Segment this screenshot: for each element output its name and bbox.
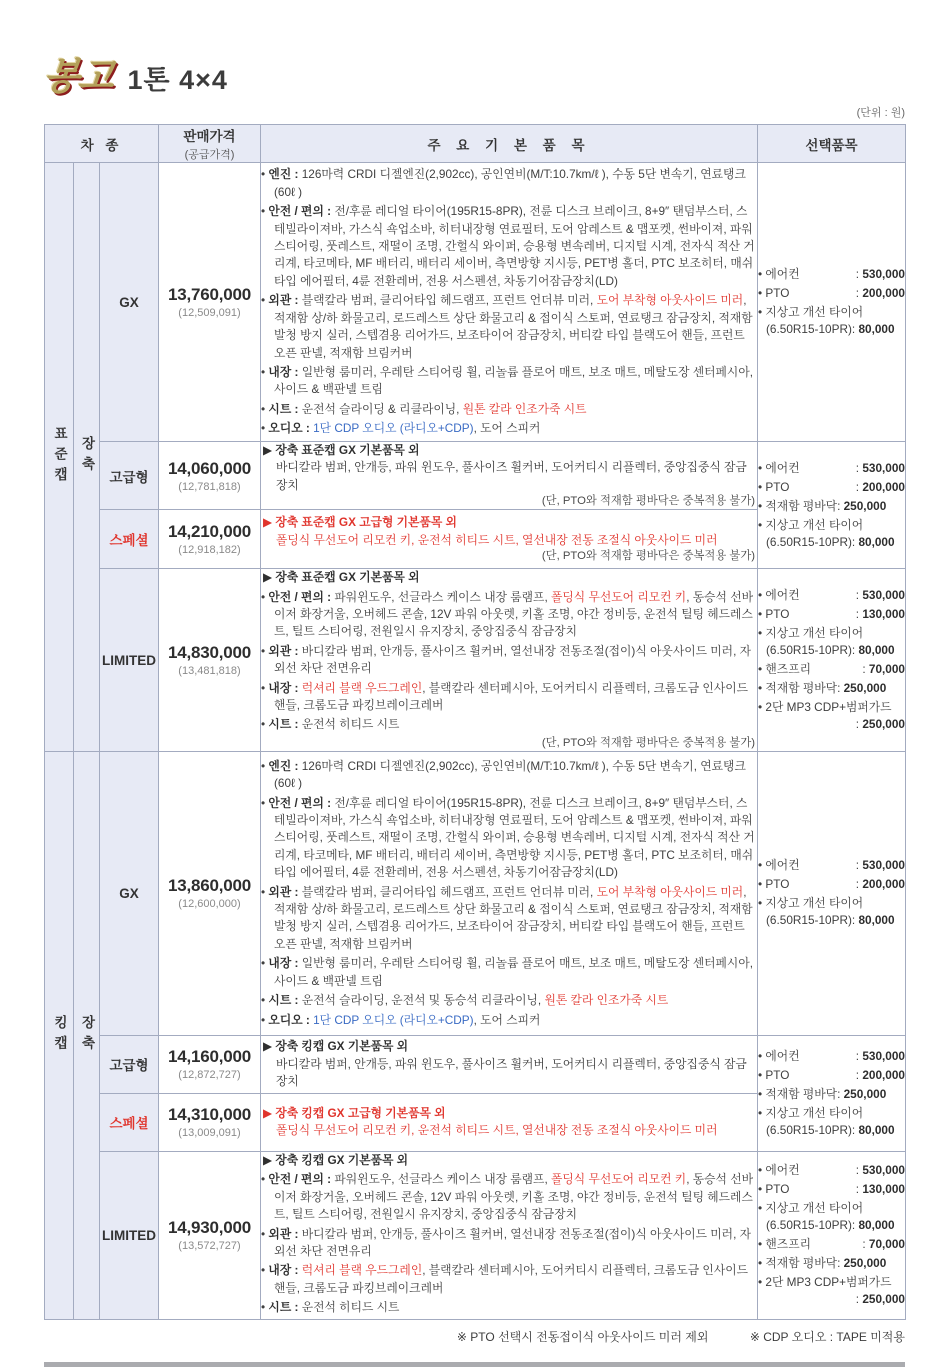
supply-price: (13,572,727) — [178, 1240, 241, 1253]
price-cell-std-deluxe — [159, 442, 261, 510]
option-price: 80,000 — [858, 1122, 895, 1137]
col-header-options: 선택품목 — [758, 125, 906, 163]
option-price: 80,000 — [858, 1218, 895, 1233]
basic-items-std-gx — [261, 163, 758, 442]
row-king-deluxe — [45, 1035, 906, 1093]
option-name: • 지상고 개선 타이어 — [758, 896, 864, 911]
basic-items-king-deluxe: ▶ 장축 킹캡 GX 기본품목 외 바디칼라 범퍼, 안개등, 파워 윈도우, 풀사이즈 휠커버, 도어커티시 리플렉터, 중앙집중식 잠금장치 — [261, 1035, 758, 1093]
supply-price: (12,600,000) — [178, 898, 241, 911]
option-item: • 지상고 개선 타이어 (6.50R15-10PR): 80,000 — [758, 517, 895, 549]
cab-label-std: 표준캡 — [45, 163, 74, 752]
trim-name-deluxe: 고급형 — [100, 442, 159, 510]
trim-name-limited: LIMITED — [100, 569, 159, 752]
option-price: 250,000 — [862, 717, 905, 732]
sale-price: 14,060,000 — [167, 458, 252, 478]
option-item — [758, 1256, 905, 1271]
options-std-mid — [758, 442, 906, 569]
option-item: • 지상고 개선 타이어 (6.50R15-10PR): 80,000 — [758, 1201, 895, 1233]
topbar — [41, 46, 905, 120]
trim-name-special: 스페셜 — [100, 510, 159, 569]
basic-item-line: • 오디오 : 1단 CDP 오디오 (라디오+CDP), 도어 스피커 — [261, 421, 541, 436]
sale-price: 14,160,000 — [167, 1047, 252, 1067]
price-cell-std-special — [159, 510, 261, 569]
option-item: • 2단 MP3 CDP+범퍼가드 : 250,000 — [758, 700, 905, 732]
option-item: • 지상고 개선 타이어 (6.50R15-10PR): 80,000 — [758, 1105, 895, 1137]
sale-price: 13,860,000 — [167, 876, 252, 896]
basic-item-line: • 시트 : 운전석 슬라이딩 & 리클라이닝, 원톤 칼라 인조가죽 시트 — [261, 401, 587, 416]
option-name: • 지상고 개선 타이어 — [758, 517, 864, 532]
price-cell-king-gx — [159, 751, 261, 1035]
restriction-note: (단, PTO와 적재함 평바닥은 중복적용 불가) — [541, 495, 755, 508]
basic-item-line: • 내장 : 럭셔리 블랙 우드그레인, 블랙칼라 센터페시아, 도어커티시 리플렉터, 크롬도금 인사이드 핸들, 크롬도금 파킹브레이크레버 — [261, 680, 749, 713]
restriction-note: (단, PTO와 적재함 평바닥은 중복적용 불가) — [541, 550, 755, 563]
option-item — [758, 588, 905, 603]
option-name: • PTO — [758, 286, 790, 300]
option-item — [758, 1049, 905, 1064]
option-name: • 지상고 개선 타이어 — [758, 305, 864, 319]
option-name: • 에어컨 — [758, 1163, 800, 1178]
basic-items-king-limited: ▶ 장축 킹캡 GX 기본품목 외 • 안전 / 편의 : 파워윈도우, 선글라스 케이스 내장 룸램프, 폴딩식 무선도어 리모컨 키, 동승석 선바이저 화장거울, 오버헤드 콘솔, 12V 파워 아웃렛, 키홀 조명, 야간 정비등, 운전석 틸팅 헤드레스트, 틸트 스티어링, 전원일시 유지장치, 중앙집중식 잠금장치 • 외관 : 바디칼라 범퍼, 안개등, 풀사이즈 휠커버, 열선내장 전동조절(접이)식 아웃사이드 미러, 자외선 차단 전면유리 • 내장 : 럭셔리 블랙 우드그레인, 블랙칼라 센터페시아, 도어커티시 리플렉터, 크롬도금 인사이드 핸들, 크롬도금 파킹브레이크레버 • 시트 : 운전석 히티드 시트 — [261, 1151, 758, 1319]
option-name: • PTO — [758, 1182, 790, 1197]
basic-item-line: • 안전 / 편의 : 전/후륜 레디얼 타이어(195R15-8PR), 전륜 디스크 브레이크, 8+9″ 탠덤부스터, 스테빌라이져바, 가스식 쇽업소바, 히터내장형 연료필터, 도어 암레스트 & 맵포켓, 썬바이져, 파워 스티어링, 풋레스트, 재떨이 조명, 간헐식 와이퍼, 승용형 변속레버, 디지털 시계, 전자식 적산 거리계, 타코메타, MF 배터리, 배터리 세이버, 측면방향 지시등, PET병 홀더, PTC 보조히터, 매쉬타입 에어필터, 4륜 전환레버, 전용 서스펜션, 차동기어잠금장치(LD) — [261, 204, 755, 288]
basic-item-line: • 내장 : 럭셔리 블랙 우드그레인, 블랙칼라 센터페시아, 도어커티시 리플렉터, 크롬도금 인사이드 핸들, 크롬도금 파킹브레이크레버 — [261, 1263, 749, 1295]
option-name: • PTO — [758, 607, 790, 622]
footnote-pto: ※ PTO 선택시 전동접이식 아웃사이드 미러 제외 — [456, 1329, 709, 1344]
footnote-cdp: ※ CDP 오디오 : TAPE 미적용 — [749, 1329, 905, 1344]
option-price: : 530,000 — [855, 588, 905, 603]
row-king-limited — [45, 1151, 906, 1319]
option-item — [758, 858, 905, 873]
sale-price: 14,310,000 — [167, 1105, 252, 1125]
basic-item-line: • 안전 / 편의 : 파워윈도우, 선글라스 케이스 내장 룸램프, 폴딩식 무선도어 리모컨 키, 동승석 선바이저 화장거울, 오버헤드 콘솔, 12V 파워 아웃렛, 키홀 조명, 야간 정비등, 운전석 틸팅 헤드레스트, 틸트 스티어링, 전원일시 유지장치, 중앙집중식 잠금장치 — [261, 589, 754, 639]
option-item: • 2단 MP3 CDP+범퍼가드 : 250,000 — [758, 1275, 905, 1307]
option-name: • 적재함 평바닥 — [758, 1086, 838, 1101]
sale-price: 14,830,000 — [167, 643, 252, 663]
option-price: : 250,000 — [837, 681, 887, 696]
price-header-main: 판매가격 — [183, 129, 236, 144]
axis-label-king: 장축 — [74, 751, 100, 1319]
price-cell-king-special — [159, 1093, 261, 1151]
col-header-price — [159, 125, 261, 163]
option-price: 250,000 — [862, 1292, 905, 1307]
option-item — [758, 267, 905, 282]
option-price: : 200,000 — [855, 1067, 905, 1082]
option-item — [758, 1087, 905, 1102]
price-cell-king-limited — [159, 1151, 261, 1319]
row-std-gx — [45, 163, 906, 442]
basic-item-line: • 오디오 : 1단 CDP 오디오 (라디오+CDP), 도어 스피커 — [261, 1012, 541, 1027]
option-price: : 70,000 — [862, 662, 905, 677]
bongo-logo: 봉고 — [41, 56, 116, 97]
basic-item-line: • 외관 : 블랙칼라 범퍼, 클리어타입 헤드램프, 프런트 언더뷰 미러, 도어 부착형 아웃사이드 미러, 적재함 상/하 화물고리, 로드레스트 상단 화물고리 & 접이식 스토퍼, 연료탱크 잠금장치, 적재함 발청 방지 실러, 스텝겸용 리어가드, 보조타이어 잠금장치, 버티칼 타입 블랙도어 핸들, 프런트 오픈 판넬, 적재함 브림커버 — [261, 884, 753, 951]
option-name: • 지상고 개선 타이어 — [758, 626, 864, 641]
option-item: • 지상고 개선 타이어 (6.50R15-10PR): 80,000 — [758, 626, 895, 658]
option-price: 80,000 — [858, 534, 895, 549]
footnotes — [44, 1328, 905, 1345]
option-item: • 지상고 개선 타이어 (6.50R15-10PR): 80,000 — [758, 305, 895, 336]
trim-name-deluxe: 고급형 — [100, 1035, 159, 1093]
cab-label-king: 킹캡 — [45, 751, 74, 1319]
option-price: : 250,000 — [837, 498, 887, 513]
option-name: • 에어컨 — [758, 588, 800, 603]
supply-price: (12,918,182) — [178, 544, 241, 557]
option-name: • 에어컨 — [758, 858, 800, 873]
option-name: • 핸즈프리 — [758, 662, 811, 677]
option-name: • 적재함 평바닥 — [758, 498, 838, 513]
option-price: : 130,000 — [855, 607, 905, 622]
option-item — [758, 1068, 905, 1083]
option-item — [758, 681, 905, 696]
basic-items-king-gx — [261, 751, 758, 1035]
option-item — [758, 480, 905, 495]
option-price: : 200,000 — [855, 479, 905, 494]
options-king-limited — [758, 1151, 906, 1319]
trim-name-gx: GX — [100, 163, 159, 442]
option-item — [758, 499, 905, 514]
option-item — [758, 1163, 905, 1178]
options-king-mid — [758, 1035, 906, 1151]
option-name: • PTO — [758, 479, 790, 494]
unit-note: (단위 : 원) — [856, 107, 905, 119]
option-price: : 530,000 — [855, 460, 905, 475]
page-title: 1톤 4×4 — [127, 65, 228, 95]
options-king-gx — [758, 751, 906, 1035]
supply-price: (12,872,727) — [178, 1069, 241, 1082]
price-cell-std-limited — [159, 569, 261, 752]
options-std-limited — [758, 569, 906, 752]
option-name: • 에어컨 — [758, 267, 800, 281]
option-item — [758, 662, 905, 677]
restriction-note: (단, PTO와 적재함 평바닥은 중복적용 불가) — [541, 736, 755, 749]
basic-item-line: • 시트 : 운전석 히티드 시트 — [261, 1300, 400, 1315]
basic-item-line: • 외관 : 블랙칼라 범퍼, 클리어타입 헤드램프, 프런트 언더뷰 미러, 도어 부착형 아웃사이드 미러, 적재함 상/하 화물고리, 로드레스트 상단 화물고리 & 접이식 스토퍼, 연료탱크 잠금장치, 적재함 발청 방지 실러, 스텝겸용 리어가드, 보조타이어 잠금장치, 버티칼 타입 블랙도어 핸들, 프런트 오픈 판넬, 적재함 브림커버 — [261, 293, 753, 360]
option-item — [758, 877, 905, 892]
option-price: : 530,000 — [855, 267, 905, 281]
supply-price: (12,781,818) — [178, 480, 241, 493]
option-item — [758, 286, 905, 301]
option-name: • 2단 MP3 CDP+범퍼가드 — [758, 1275, 892, 1290]
option-price: : 250,000 — [837, 1256, 887, 1271]
row-std-limited — [45, 569, 906, 752]
table-header-row — [45, 125, 906, 163]
axis-label-std: 장축 — [74, 163, 100, 752]
sale-price: 14,210,000 — [167, 522, 252, 542]
option-price: : 70,000 — [862, 1237, 905, 1252]
trim-name-special: 스페셜 — [100, 1093, 159, 1151]
basic-item-line: • 외관 : 바디칼라 범퍼, 안개등, 풀사이즈 휠커버, 열선내장 전동조절(접이)식 아웃사이드 미러, 자외선 차단 전면유리 — [261, 643, 752, 676]
price-header-sub: (공급가격) — [184, 149, 235, 161]
basic-items-std-deluxe: ▶ 장축 표준캡 GX 기본품목 외 바디칼라 범퍼, 안개등, 파워 윈도우, 풀사이즈 휠커버, 도어커티시 리플렉터, 중앙집중식 잠금장치 (단, PTO와 적재함 평바닥은 중복적용 불가) — [261, 442, 758, 510]
option-price: : 530,000 — [855, 858, 905, 873]
option-item: • 지상고 개선 타이어 (6.50R15-10PR): 80,000 — [758, 896, 895, 928]
option-price: 80,000 — [858, 643, 895, 658]
col-header-items: 주 요 기 본 품 목 — [261, 125, 758, 163]
option-name: • 2단 MP3 CDP+범퍼가드 — [758, 700, 892, 715]
option-name: • PTO — [758, 877, 790, 892]
basic-item-line: • 외관 : 바디칼라 범퍼, 안개등, 풀사이즈 휠커버, 열선내장 전동조절(접이)식 아웃사이드 미러, 자외선 차단 전면유리 — [261, 1226, 752, 1258]
basic-item-line: • 안전 / 편의 : 전/후륜 레디얼 타이어(195R15-8PR), 전륜 디스크 브레이크, 8+9″ 탠덤부스터, 스테빌라이져바, 가스식 쇽업소바, 히터내장형 연료필터, 도어 암레스트 & 맵포켓, 썬바이져, 파워 스티어링, 풋레스트, 재떨이 조명, 간헐식 와이퍼, 승용형 변속레버, 디지털 시계, 전자식 적산 거리계, 타코메타, MF 배터리, 배터리 세이버, 측면방향 지시등, PET병 홀더, PTC 보조히터, 매쉬타입 에어필터, 4륜 전환레버, 전용 서스펜션, 차동기어잠금장치(LD) — [261, 795, 755, 880]
option-name: • 적재함 평바닥 — [758, 1256, 838, 1271]
col-header-vehicle: 차 종 — [45, 125, 159, 163]
option-item — [758, 607, 905, 622]
brand — [41, 46, 905, 98]
option-name: • 지상고 개선 타이어 — [758, 1105, 864, 1120]
option-price: : 530,000 — [855, 1048, 905, 1063]
option-name: • 적재함 평바닥 — [758, 681, 838, 696]
bottom-bar — [44, 1362, 905, 1367]
row-std-deluxe — [45, 442, 906, 510]
price-cell-std-gx — [159, 163, 261, 442]
option-name: • 지상고 개선 타이어 — [758, 1201, 864, 1216]
basic-item-line: • 내장 : 일반형 룸미러, 우레탄 스티어링 휠, 리놀륨 플로어 매트, 보조 매트, 메탈도장 센터페시아, 사이드 & 백판넬 트림 — [261, 364, 753, 397]
sale-price: 14,930,000 — [167, 1218, 252, 1238]
sale-price: 13,760,000 — [167, 285, 252, 304]
option-name: • 핸즈프리 — [758, 1237, 811, 1252]
option-name: • 에어컨 — [758, 1048, 800, 1063]
trim-name-limited: LIMITED — [100, 1151, 159, 1319]
trim-name-gx: GX — [100, 751, 159, 1035]
option-item — [758, 461, 905, 476]
basic-item-line: • 안전 / 편의 : 파워윈도우, 선글라스 케이스 내장 룸램프, 폴딩식 무선도어 리모컨 키, 동승석 선바이저 화장거울, 오버헤드 콘솔, 12V 파워 아웃렛, 키홀 조명, 야간 정비등, 운전석 틸팅 헤드레스트, 틸트 스티어링, 전원일시 유지장치, 중앙집중식 잠금장치 — [261, 1172, 754, 1222]
option-price: : 250,000 — [837, 1086, 887, 1101]
option-price: 80,000 — [858, 322, 895, 336]
option-price: : 200,000 — [855, 286, 905, 300]
supply-price: (13,009,091) — [178, 1127, 241, 1140]
basic-items-std-special: ▶ 장축 표준캡 GX 고급형 기본품목 외 폴딩식 무선도어 리모컨 키, 운전석 히티드 시트, 열선내장 전동 조절식 아웃사이드 미러 (단, PTO와 적재함 평바닥은 중복적용 불가) — [261, 510, 758, 569]
option-price: : 130,000 — [855, 1182, 905, 1197]
supply-price: (12,509,091) — [178, 307, 241, 319]
option-item — [758, 1237, 905, 1252]
row-king-gx — [45, 751, 906, 1035]
supply-price: (13,481,818) — [178, 665, 241, 678]
option-price: : 200,000 — [855, 877, 905, 892]
basic-items-std-limited: ▶ 장축 표준캡 GX 기본품목 외 • 안전 / 편의 : 파워윈도우, 선글라스 케이스 내장 룸램프, 폴딩식 무선도어 리모컨 키, 동승석 선바이저 화장거울, 오버헤드 콘솔, 12V 파워 아웃렛, 키홀 조명, 야간 정비등, 운전석 틸팅 헤드레스트, 틸트 스티어링, 전원일시 유지장치, 중앙집중식 잠금장치 • 외관 : 바디칼라 범퍼, 안개등, 풀사이즈 휠커버, 열선내장 전동조절(접이)식 아웃사이드 미러, 자외선 차단 전면유리 • 내장 : 럭셔리 블랙 우드그레인, 블랙칼라 센터페시아, 도어커티시 리플렉터, 크롬도금 인사이드 핸들, 크롬도금 파킹브레이크레버 • 시트 : 운전석 히티드 시트 (단, PTO와 적재함 평바닥은 중복적용 불가) — [261, 569, 758, 752]
option-price: : 530,000 — [855, 1163, 905, 1178]
price-table — [44, 124, 906, 1320]
basic-item-line: • 엔진 : 126마력 CRDI 디젤엔진(2,902cc), 공인연비(M/T:10.7km/ℓ ), 수동 5단 변속기, 연료탱크(60ℓ ) — [261, 167, 746, 199]
price-cell-king-deluxe — [159, 1035, 261, 1093]
option-name: • PTO — [758, 1067, 790, 1082]
basic-item-line: • 내장 : 일반형 룸미러, 우레탄 스티어링 휠, 리놀륨 플로어 매트, 보조 매트, 메탈도장 센터페시아, 사이드 & 백판넬 트림 — [261, 956, 753, 988]
options-std-gx — [758, 163, 906, 442]
basic-item-line: • 시트 : 운전석 히티드 시트 — [261, 717, 400, 732]
basic-items-king-special: ▶ 장축 킹캡 GX 고급형 기본품목 외 폴딩식 무선도어 리모컨 키, 운전석 히티드 시트, 열선내장 전동 조절식 아웃사이드 미러 — [261, 1093, 758, 1151]
basic-item-line: • 엔진 : 126마력 CRDI 디젤엔진(2,902cc), 공인연비(M/T:10.7km/ℓ ), 수동 5단 변속기, 연료탱크(60ℓ ) — [261, 758, 746, 791]
option-item — [758, 1182, 905, 1197]
option-price: 80,000 — [858, 913, 895, 928]
basic-item-line: • 시트 : 운전석 슬라이딩, 운전석 및 동승석 리클라이닝, 원톤 칼라 인조가죽 시트 — [261, 993, 669, 1008]
option-name: • 에어컨 — [758, 460, 800, 475]
